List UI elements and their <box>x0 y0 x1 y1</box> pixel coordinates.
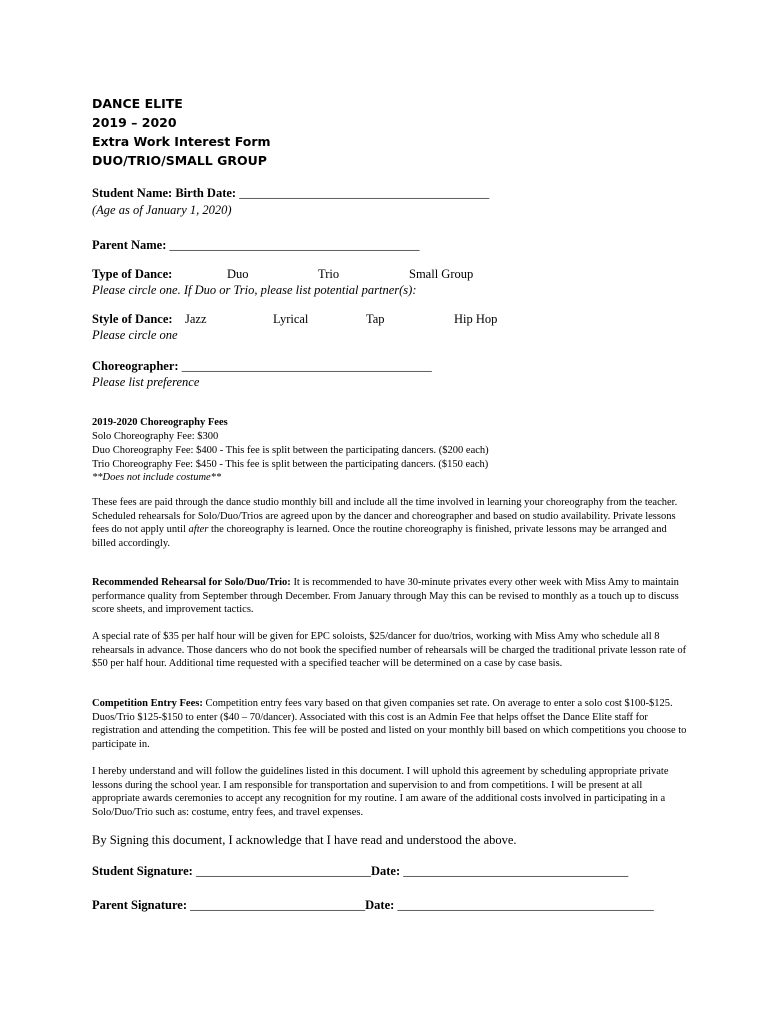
student-name-row <box>92 186 489 201</box>
student-date-label: Date: <box>370 864 401 878</box>
student-name-field[interactable]: ________________________________________ <box>239 186 490 200</box>
fee-line-duo: Duo Choreography Fee: $400 - This fee is split between the participating dancers. ($200 each) <box>92 445 489 456</box>
fees-paragraph-text-1: These fees are paid through the dance studio monthly bill and include all the time involved in learning your choreography from the teacher. Scheduled rehearsals for Solo/Duo/Trios are agreed upon by the dancer and choreographer and based on studio availability. Private lessons fees do not apply until <box>92 497 678 536</box>
age-note: (Age as of January 1, 2020) <box>92 203 232 217</box>
fees-paragraph-text-2: the choreography is learned. Once the routine choreography is finished, private lessons may be arranged and billed accordingly. <box>92 524 667 549</box>
agreement-paragraph: I hereby understand and will follow the guidelines listed in this document. I will uphold this agreement by scheduling appropriate private lessons during the school year. I am responsible for transportation and supervision to and from competitions. I will be present at all appropriate awards ceremonies to accept any recognition for my routine. I am aware of the additional costs involved in participating in a Solo/Duo/Trio such as: costume, entry fees, and travel expenses. <box>92 766 669 818</box>
costume-note: **Does not include costume** <box>92 472 222 483</box>
acknowledge-statement: By Signing this document, I acknowledge that I have read and understood the above. <box>92 833 517 847</box>
fees-paragraph-emphasis: after <box>188 524 209 536</box>
rehearsal-text: It is recommended to have 30-minute privates every other week with Miss Amy to maintain performance quality from September through December. From January through May this can be revised to monthly as a touch up to discuss score sheets, and improvement tactics. <box>92 577 679 616</box>
fees-title: 2019-2020 Choreography Fees <box>92 417 228 428</box>
type-option-small-group[interactable]: Small Group <box>409 267 474 281</box>
org-title: DANCE ELITE <box>92 96 183 111</box>
parent-signature-field[interactable]: ____________________________ <box>190 898 366 912</box>
student-date-field[interactable]: ____________________________________ <box>403 864 629 878</box>
style-option-hip-hop[interactable]: Hip Hop <box>454 312 498 326</box>
type-of-dance-label: Type of Dance: <box>92 267 173 281</box>
type-option-duo[interactable]: Duo <box>227 267 249 281</box>
form-subtitle: DUO/TRIO/SMALL GROUP <box>92 153 267 168</box>
type-option-trio[interactable]: Trio <box>318 267 340 281</box>
form-title: Extra Work Interest Form <box>92 134 271 149</box>
parent-date-field[interactable]: _________________________________________ <box>397 898 654 912</box>
style-option-jazz[interactable]: Jazz <box>185 312 207 326</box>
fee-line-trio: Trio Choreography Fee: $450 - This fee is split between the participating dancers. ($150 each) <box>92 459 489 470</box>
student-signature-field[interactable]: ____________________________ <box>195 864 371 878</box>
choreographer-row <box>92 359 432 374</box>
rehearsal-paragraph <box>92 576 692 617</box>
style-option-lyrical[interactable]: Lyrical <box>273 312 309 326</box>
parent-name-row <box>92 238 420 253</box>
season-title: 2019 – 2020 <box>92 115 177 130</box>
style-of-dance-note: Please circle one <box>92 328 178 342</box>
rehearsal-label: Recommended Rehearsal for Solo/Duo/Trio: <box>92 577 291 588</box>
competition-text: Competition entry fees vary based on that given companies set rate. On average to enter a solo cost $100-$125. Duos/Trio $125-$150 to enter ($40 – 70/dancer). Associated with this cost is an Admin Fee that helps offset the Dance Elite staff for registration and attending the competition. This fee will be posted and listed on your monthly bill based on which competitions you choose to participate in. <box>92 698 687 750</box>
competition-paragraph <box>92 697 692 751</box>
type-of-dance-note: Please circle one. If Duo or Trio, please list potential partner(s): <box>92 283 417 297</box>
fee-line-solo: Solo Choreography Fee: $300 <box>92 431 219 442</box>
parent-signature-row <box>92 898 654 913</box>
style-of-dance-label: Style of Dance: <box>92 312 173 326</box>
student-signature-label: Student Signature: <box>92 864 193 878</box>
special-rate-paragraph: A special rate of $35 per half hour will be given for EPC soloists, $25/dancer for duo/trios, working with Miss Amy who schedule all 8 rehearsals in advance. Those dancers who do not book the specified number of rehearsals will be charged the traditional private lesson rate of $50 per half hour. Additional time requested with a specified teacher will be determined on a case by case basis. <box>92 631 687 670</box>
student-signature-row <box>92 864 628 879</box>
parent-name-label: Parent Name: <box>92 238 167 252</box>
parent-date-label: Date: <box>365 898 395 912</box>
fees-paragraph <box>92 496 692 550</box>
choreographer-note: Please list preference <box>92 375 200 389</box>
choreographer-label: Choreographer: <box>92 359 179 373</box>
competition-label: Competition Entry Fees: <box>92 698 203 709</box>
parent-name-field[interactable]: ________________________________________ <box>169 238 420 252</box>
parent-signature-label: Parent Signature: <box>92 898 188 912</box>
student-name-label: Student Name: Birth Date: <box>92 186 237 200</box>
style-option-tap[interactable]: Tap <box>366 312 385 326</box>
choreographer-field[interactable]: ________________________________________ <box>181 359 432 373</box>
